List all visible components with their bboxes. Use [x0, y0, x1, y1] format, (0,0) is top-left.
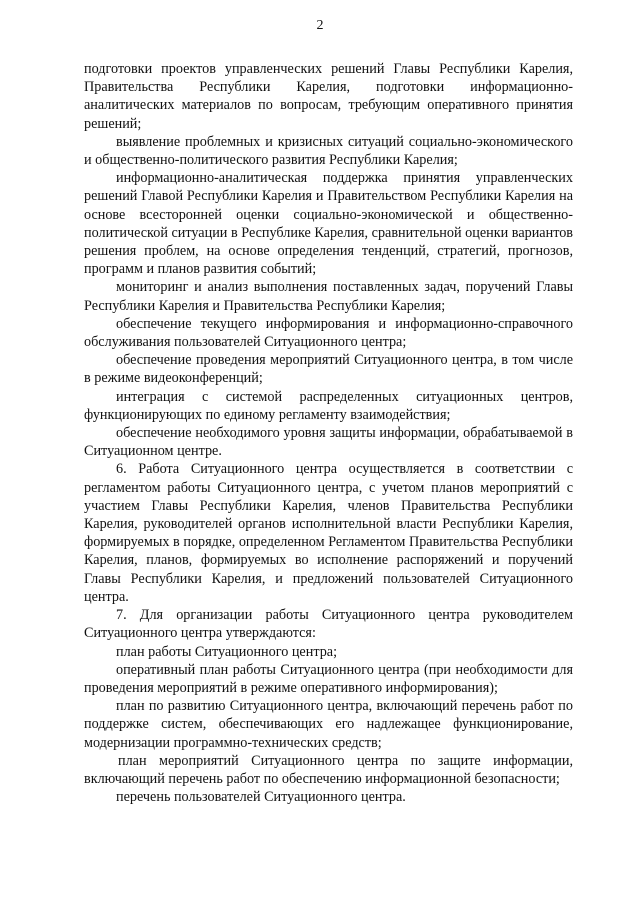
page-number: 2 [316, 18, 324, 33]
paragraph-user-informing: обеспечение текущего информирования и информационно-справочного обслуживания пользователей Ситуационного центра; [84, 315, 573, 351]
paragraph-crisis-identification: выявление проблемных и кризисных ситуаций социально-экономического и общественно-политического развития Республики Карелия; [84, 133, 573, 169]
paragraph-clause-7: 7. Для организации работы Ситуационного центра руководителем Ситуационного центра утверждаются: [84, 607, 573, 642]
paragraph-operational-plan: оперативный план работы Ситуационного центра (при необходимости для проведения мероприятий в режиме оперативного информирования); [84, 661, 573, 696]
document-body [84, 60, 573, 806]
paragraph-monitoring: мониторинг и анализ выполнения поставленных задач, поручений Главы Республики Карелия и Правительства Республики Карелия; [84, 279, 573, 314]
paragraph-development-plan: план по развитию Ситуационного центра, включающий перечень работ по поддержке систем, обеспечивающих его надлежащее функционирование, модернизации программно-технических средств; [84, 698, 573, 751]
paragraph-integration: интеграция с системой распределенных ситуационных центров, функционирующих по единому регламенту взаимодействия; [84, 388, 573, 423]
paragraph-information-protection: обеспечение необходимого уровня защиты информации, обрабатываемой в Ситуационном центре. [84, 425, 573, 460]
paragraph-analytical-support: информационно-аналитическая поддержка принятия управленческих решений Главой Республики Карелия и Правительством Республики Карелия на основе всесторонней оценки социально-экономической и общественно-политической ситуации в Республике Карелия, сравнительной оценки вариантов решения проблем, на основе определения тенденций, стратегий, прогнозов, программ и планов развития событий; [84, 170, 573, 278]
paragraph-security-plan: план мероприятий Ситуационного центра по защите информации, включающий перечень работ по обеспечению информационной безопасности; [84, 752, 573, 787]
paragraph-events-videoconference: обеспечение проведения мероприятий Ситуационного центра, в том числе в режиме видеоконференций; [84, 352, 573, 387]
paragraph-tasks-continuation: подготовки проектов управленческих решений Главы Республики Карелия, Правительства Республики Карелия, подготовки информационно-аналитических материалов по вопросам, требующим оперативного принятия решений; [84, 61, 573, 132]
paragraph-users-list: перечень пользователей Ситуационного центра. [116, 789, 406, 806]
paragraph-work-plan: план работы Ситуационного центра; [116, 643, 338, 660]
paragraph-clause-6: 6. Работа Ситуационного центра осуществляется в соответствии с регламентом работы Ситуационного центра, с учетом планов мероприятий с участием Главы Республики Карелия, членов Правительства Республики Карелия, руководителей органов исполнительной власти Республики Карелия, формируемых в порядке, определенном Регламентом Правительства Республики Карелия, планов, формируемых во исполнение распоряжений и поручений Главы Республики Карелия, и предложений пользователей Ситуационного центра. [84, 461, 573, 605]
